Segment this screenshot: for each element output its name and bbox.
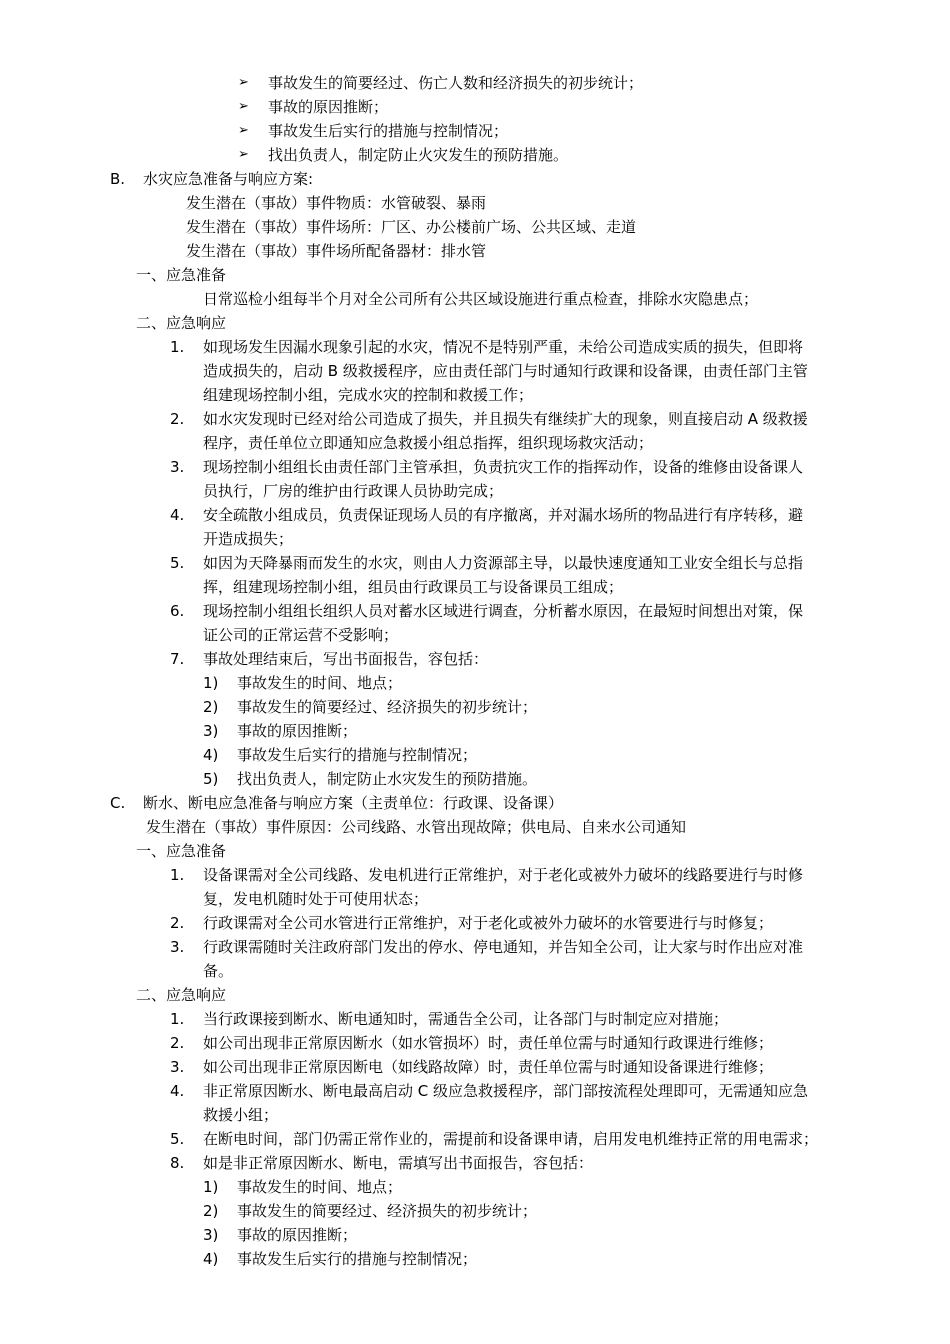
item-text: 现场控制小组组长由责任部门主管承担，负责抗灾工作的指挥动作，设备的维修由设备课人 — [203, 458, 804, 476]
item-number: 8. — [170, 1154, 185, 1172]
item-text: 如公司出现非正常原因断电（如线路故障）时，责任单位需与时通知设备课进行维修； — [203, 1058, 774, 1076]
item-text: 挥，组建现场控制小组，组员由行政课员工与设备课员工组成； — [203, 578, 624, 596]
report-text: 事故发生后实行的措施与控制情况； — [237, 1250, 478, 1268]
report-text: 事故发生的简要经过、经济损失的初步统计； — [237, 1202, 538, 1220]
item-number: 4. — [170, 506, 185, 524]
item-text: 行政课需随时关注政府部门发出的停水、停电通知，并告知全公司，让大家与时作出应对准 — [203, 938, 804, 956]
item-number: 5. — [170, 554, 185, 572]
prep-heading: 一、应急准备 — [136, 842, 227, 860]
report-text: 事故发生的简要经过、经济损失的初步统计； — [237, 698, 538, 716]
report-number: 1) — [203, 674, 219, 692]
report-number: 2) — [203, 698, 219, 716]
item-number: 3. — [170, 938, 185, 956]
item-text: 备。 — [203, 962, 234, 980]
report-number: 2) — [203, 1202, 219, 1220]
report-number: 5) — [203, 770, 219, 788]
section-b-title: 水灾应急准备与响应方案: — [143, 170, 314, 188]
item-text: 行政课需对全公司水管进行正常维护，对于老化或被外力破坏的水管要进行与时修复； — [203, 914, 774, 932]
item-text: 设备课需对全公司线路、发电机进行正常维护，对于老化或被外力破坏的线路要进行与时修 — [203, 866, 804, 884]
arrow-bullet-icon: ➢ — [238, 99, 249, 114]
item-text: 造成损失的，启动 B 级救援程序，应由责任部门与时通知行政课和设备课，由责任部门主管 — [203, 362, 808, 380]
item-text: 安全疏散小组成员，负责保证现场人员的有序撤离，并对漏水场所的物品进行有序转移，避 — [203, 506, 804, 524]
item-text: 现场控制小组组长组织人员对蓄水区域进行调查，分析蓄水原因，在最短时间想出对策，保 — [203, 602, 804, 620]
item-text: 在断电时间，部门仍需正常作业的，需提前和设备课申请，启用发电机维持正常的用电需求； — [203, 1130, 819, 1148]
report-number: 3) — [203, 722, 219, 740]
item-number: 3. — [170, 1058, 185, 1076]
arrow-bullet-icon: ➢ — [238, 123, 249, 138]
prep-text: 日常巡检小组每半个月对全公司所有公共区域设施进行重点检查，排除水灾隐患点； — [203, 290, 759, 308]
potential-line: 发生潜在（事故）事件原因：公司线路、水管出现故障；供电局、自来水公司通知 — [146, 818, 687, 836]
item-text: 员执行，厂房的维护由行政课人员协助完成； — [203, 482, 504, 500]
item-text: 复，发电机随时处于可使用状态； — [203, 890, 429, 908]
item-text: 如水灾发现时已经对给公司造成了损失，并且损失有继续扩大的现象，则直接启动 A 级救援 — [203, 410, 808, 428]
potential-line: 发生潜在（事故）事件场所配备器材：排水管 — [186, 242, 487, 260]
item-number: 4. — [170, 1082, 185, 1100]
item-number: 1. — [170, 1010, 185, 1028]
list-item: 找出负责人，制定防止火灾发生的预防措施。 — [268, 146, 569, 164]
list-item: 事故发生后实行的措施与控制情况； — [268, 122, 509, 140]
section-c-title: 断水、断电应急准备与响应方案（主责单位：行政课、设备课） — [143, 794, 564, 812]
report-number: 3) — [203, 1226, 219, 1244]
arrow-bullet-icon: ➢ — [238, 147, 249, 162]
item-number: 7. — [170, 650, 185, 668]
item-text: 证公司的正常运营不受影响； — [203, 626, 399, 644]
report-number: 4) — [203, 746, 219, 764]
item-number: 2. — [170, 410, 185, 428]
report-number: 4) — [203, 1250, 219, 1268]
report-text: 事故发生的时间、地点； — [237, 1178, 403, 1196]
report-text: 事故发生后实行的措施与控制情况； — [237, 746, 478, 764]
item-text: 如因为天降暴雨而发生的水灾，则由人力资源部主导，以最快速度通知工业安全组长与总指 — [203, 554, 804, 572]
item-text: 救援小组； — [203, 1106, 279, 1124]
item-text: 组建现场控制小组，完成水灾的控制和救援工作； — [203, 386, 534, 404]
prep-heading: 一、应急准备 — [136, 266, 227, 284]
item-text: 如是非正常原因断水、断电，需填写出书面报告，容包括： — [203, 1154, 594, 1172]
section-b-label: B. — [110, 170, 126, 188]
item-text: 当行政课接到断水、断电通知时，需通告全公司，让各部门与时制定应对措施； — [203, 1010, 729, 1028]
report-text: 事故发生的时间、地点； — [237, 674, 403, 692]
resp-heading: 二、应急响应 — [136, 986, 227, 1004]
item-number: 1. — [170, 338, 185, 356]
item-number: 1. — [170, 866, 185, 884]
item-text: 事故处理结束后，写出书面报告，容包括： — [203, 650, 489, 668]
item-number: 2. — [170, 914, 185, 932]
list-item: 事故发生的简要经过、伤亡人数和经济损失的初步统计； — [268, 74, 644, 92]
item-number: 5. — [170, 1130, 185, 1148]
resp-heading: 二、应急响应 — [136, 314, 227, 332]
item-text: 如现场发生因漏水现象引起的水灾，情况不是特别严重，未给公司造成实质的损失，但即将 — [203, 338, 804, 356]
item-text: 如公司出现非正常原因断水（如水管损坏）时，责任单位需与时通知行政课进行维修； — [203, 1034, 774, 1052]
section-c-label: C. — [110, 794, 126, 812]
report-text: 事故的原因推断； — [237, 1226, 358, 1244]
arrow-bullet-icon: ➢ — [238, 75, 249, 90]
item-text: 开造成损失； — [203, 530, 294, 548]
list-item: 事故的原因推断； — [268, 98, 389, 116]
item-number: 2. — [170, 1034, 185, 1052]
report-number: 1) — [203, 1178, 219, 1196]
item-text: 程序，责任单位立即通知应急救援小组总指挥，组织现场救灾活动； — [203, 434, 654, 452]
report-text: 找出负责人，制定防止水灾发生的预防措施。 — [237, 770, 538, 788]
item-number: 3. — [170, 458, 185, 476]
potential-line: 发生潜在（事故）事件物质：水管破裂、暴雨 — [186, 194, 487, 212]
item-number: 6. — [170, 602, 185, 620]
report-text: 事故的原因推断； — [237, 722, 358, 740]
item-text: 非正常原因断水、断电最高启动 C 级应急救援程序，部门部按流程处理即可，无需通知应急 — [203, 1082, 809, 1100]
potential-line: 发生潜在（事故）事件场所：厂区、办公楼前广场、公共区域、走道 — [186, 218, 637, 236]
